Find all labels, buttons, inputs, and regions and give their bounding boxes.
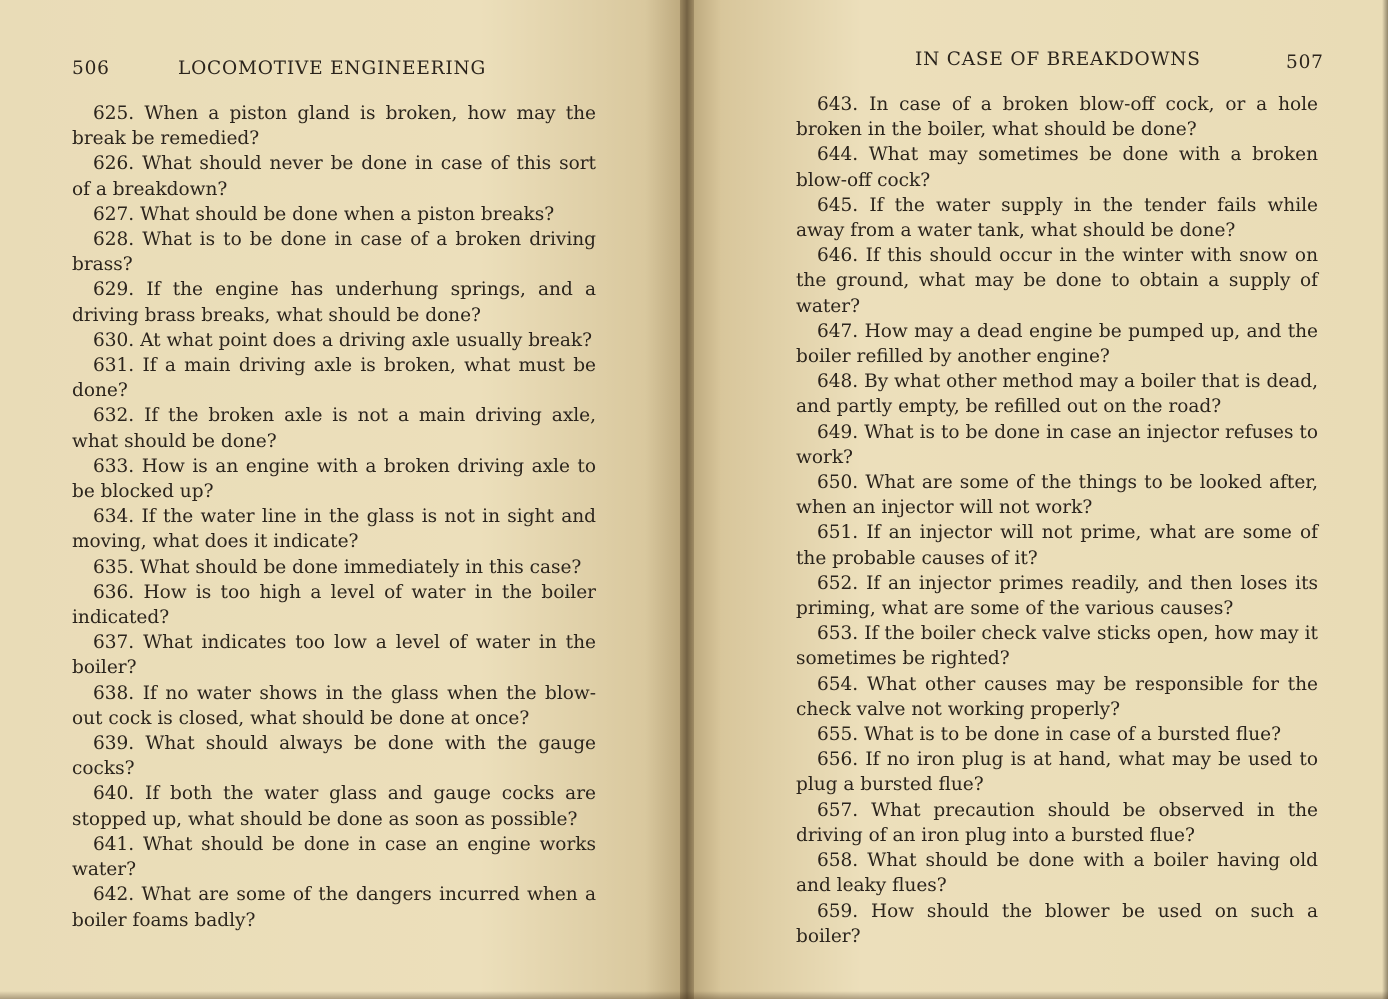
question-number: 644. [817,144,859,166]
question-number: 630. [93,329,135,351]
question-number: 658. [817,850,859,872]
question-number: 626. [93,153,135,175]
question-text: What other causes may be responsible for the check valve not working properly? [796,673,1318,720]
page-edge-shadow [1382,0,1388,999]
question-number: 639. [93,733,135,755]
question-647 [796,319,1318,369]
question-657 [796,798,1318,848]
question-number: 659. [817,900,859,922]
question-646 [796,243,1318,319]
question-text: At what point does a driving axle usually break? [140,329,593,351]
question-658 [796,848,1318,898]
question-text: What should always be done with the gauge cocks? [72,733,596,780]
question-number: 634. [93,506,135,528]
question-643 [796,92,1318,142]
question-number: 642. [93,884,135,906]
question-number: 633. [93,455,135,477]
question-number: 650. [817,472,859,494]
running-head-right: IN CASE OF BREAKDOWNS [915,49,1201,70]
question-652 [796,571,1318,621]
question-text: If the water supply in the tender fails while away from a water tank, what should be done? [796,194,1318,242]
question-number: 638. [93,682,135,704]
question-text: If an injector will not prime, what are some of the probable causes of it? [796,522,1318,569]
question-text: If no water shows in the glass when the blow-out cock is closed, what should be done at once? [72,682,596,729]
question-text: What is to be done in case an injector refuses to work? [796,421,1318,468]
question-text: How may a dead engine be pumped up, and the boiler refilled by another engine? [796,320,1318,368]
question-number: 646. [817,245,859,267]
question-number: 649. [817,421,859,443]
question-number: 654. [817,673,859,695]
question-text: What are some of the things to be looked after, when an injector will not work? [796,472,1318,519]
question-626 [72,151,596,201]
question-text: What may sometimes be done with a broken blow-off cock? [796,144,1318,191]
question-text: If the engine has underhung springs, and a driving brass breaks, what should be done? [72,279,596,326]
question-text: If both the water glass and gauge cocks are stopped up, what should be done as soon as possible? [72,783,596,830]
question-text: In case of a broken blow-off cock, or a hole broken in the boiler, what should be done? [796,94,1318,141]
question-650 [796,470,1318,520]
book-gutter [680,0,694,999]
question-number: 653. [817,623,859,645]
question-633 [72,454,596,504]
question-number: 643. [817,94,859,115]
question-638 [72,681,596,731]
question-642 [72,882,596,932]
page-number-left: 506 [72,58,110,79]
question-644 [796,142,1318,192]
question-text: What indicates too low a level of water in the boiler? [72,632,596,679]
question-text: What should never be done in case of this sort of a breakdown? [72,153,596,200]
question-text: How is an engine with a broken driving axle to be blocked up? [72,455,597,503]
question-637 [72,630,596,680]
question-632 [72,403,596,453]
question-639 [72,731,596,781]
question-number: 645. [817,194,859,216]
question-641 [72,832,596,882]
question-text: What is to be done in case of a broken driving brass? [72,229,596,276]
question-number: 648. [817,371,859,393]
question-627 [72,202,596,227]
question-text: What should be done with a boiler having old and leaky flues? [796,850,1318,897]
question-number: 637. [93,632,135,654]
question-text: How should the blower be used on such a boiler? [796,900,1318,947]
question-text: If the broken axle is not a main driving axle, what should be done? [72,405,596,452]
question-number: 655. [817,724,859,746]
question-655 [796,722,1318,747]
question-text: If an injector primes readily, and then loses its priming, what are some of the various causes? [796,572,1319,620]
question-text: What should be done when a piston breaks? [140,203,555,225]
question-number: 635. [93,556,135,578]
question-text: What should be done in case an engine works water? [72,833,596,881]
question-651 [796,520,1318,570]
question-number: 636. [93,581,135,603]
question-number: 656. [817,749,859,771]
question-number: 647. [817,320,859,342]
right-page [686,0,1388,999]
question-text: If this should occur in the winter with snow on the ground, what may be done to obtain a supply of water? [796,245,1318,317]
question-text: If the water line in the glass is not in sight and moving, what does it indicate? [72,506,596,553]
question-634 [72,504,596,554]
question-648 [796,369,1318,419]
question-text: If no iron plug is at hand, what may be used to plug a bursted flue? [796,749,1318,796]
question-text: What are some of the dangers incurred when a boiler foams badly? [72,884,596,931]
question-number: 657. [817,799,859,821]
question-649 [796,420,1318,470]
question-text: If the boiler check valve sticks open, how may it sometimes be righted? [796,623,1318,670]
question-635 [72,555,596,580]
question-number: 651. [817,522,859,544]
question-text: If a main driving axle is broken, what must be done? [72,355,596,402]
question-659 [796,899,1318,949]
question-number: 629. [93,279,135,301]
question-list-right [796,92,1318,949]
question-number: 627. [93,203,135,225]
question-text: When a piston gland is broken, how may the break be remedied? [72,103,596,150]
left-page [0,0,686,999]
question-630 [72,328,596,353]
question-number: 625. [93,103,135,124]
question-number: 632. [93,405,135,427]
question-645 [796,193,1318,243]
question-number: 640. [93,783,135,805]
question-629 [72,277,596,327]
question-text: How is too high a level of water in the boiler indicated? [72,581,596,629]
question-number: 641. [93,833,135,855]
question-number: 628. [93,229,135,251]
question-636 [72,580,596,630]
question-list-left [72,101,596,933]
question-631 [72,353,596,403]
question-654 [796,672,1318,722]
question-number: 652. [817,572,859,594]
question-653 [796,621,1318,671]
question-text: What is to be done in case of a bursted flue? [864,724,1282,746]
question-656 [796,747,1318,797]
page-number-right: 507 [1286,52,1324,73]
running-head-left: LOCOMOTIVE ENGINEERING [178,58,487,79]
question-text: What precaution should be observed in the driving of an iron plug into a bursted flue? [796,799,1318,846]
page-bottom-shadow [0,991,1388,999]
question-text: What should be done immediately in this case? [140,556,582,578]
question-640 [72,781,596,831]
question-number: 631. [93,355,135,377]
question-628 [72,227,596,277]
question-text: By what other method may a boiler that is dead, and partly empty, be refilled out on the road? [796,371,1318,418]
question-625 [72,101,596,151]
